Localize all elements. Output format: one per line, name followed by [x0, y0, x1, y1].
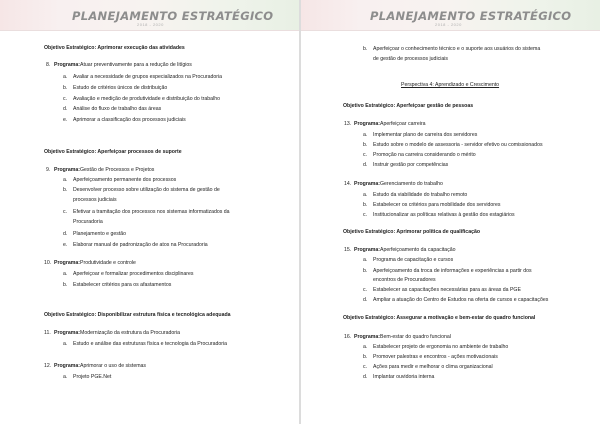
- objective-heading: Objetivo Estratégico: Aprimorar execução das atividades: [44, 45, 185, 51]
- item-letter: c.: [63, 96, 68, 102]
- page-content: [301, 0, 600, 424]
- item-letter: b.: [363, 268, 368, 274]
- list-item: Promoção na carreira considerando o mérito: [373, 152, 476, 158]
- header-title: PLANEJAMENTO ESTRATÉGICO: [370, 9, 572, 23]
- program-number: 15.: [344, 247, 352, 253]
- item-letter: c.: [63, 209, 68, 215]
- list-item: Institucionalizar as políticas relativas à gestão dos estagiários: [373, 212, 515, 218]
- item-letter: e.: [63, 117, 68, 123]
- program-title: Gerenciamento do trabalho: [380, 181, 443, 187]
- program-number: 11.: [44, 330, 51, 336]
- program-number: 9.: [46, 167, 51, 173]
- list-item: Ações para medir e melhorar o clima organizacional: [373, 364, 493, 370]
- list-item: Avaliar a necessidade de grupos especializados na Procuradoria: [73, 74, 222, 80]
- list-item: Elaborar manual de padronização de atos na Procuradoria: [73, 242, 208, 248]
- item-letter: a.: [63, 271, 68, 277]
- right-page: [301, 0, 600, 424]
- item-letter: c.: [363, 212, 368, 218]
- item-letter: a.: [63, 341, 68, 347]
- list-item: Promover palestras e encontros - ações motivacionais: [373, 354, 498, 360]
- program-label: Programa:: [354, 121, 380, 127]
- list-item: Efetivar a tramitação dos processos nos sistemas informatizados da: [73, 209, 230, 215]
- item-letter: c.: [363, 364, 368, 370]
- item-letter: c.: [363, 287, 368, 293]
- list-item-continued: Procuradoria: [73, 219, 103, 225]
- program-number: 12.: [44, 363, 52, 369]
- item-letter: b.: [363, 202, 368, 208]
- list-item: Aperfeiçoar e formalizar procedimentos disciplinares: [73, 271, 194, 277]
- item-letter: a.: [363, 132, 368, 138]
- program-number: 13.: [344, 121, 352, 127]
- list-item: Estabelecer as capacitações necessárias para as áreas da PGE: [373, 287, 521, 293]
- program-label: Programa:: [54, 330, 80, 336]
- list-item: Implantar ouvidoria interna: [373, 374, 435, 380]
- header-years: 2018 - 2020: [435, 22, 462, 27]
- program-title: Atuar preventivamente para a redução de litígios: [80, 62, 192, 68]
- item-letter: d.: [363, 162, 368, 168]
- left-page: [0, 0, 299, 424]
- list-item: Desenvolver processo sobre utilização do sistema de gestão de: [73, 187, 220, 193]
- program-title: Produtividade e controle: [80, 260, 136, 266]
- item-letter: b.: [63, 282, 68, 288]
- program-label: Programa:: [54, 363, 80, 369]
- program-title: Aprimorar o uso de sistemas: [80, 363, 147, 369]
- list-item: Ampliar a atuação do Centro de Estudos na oferta de cursos e capacitações: [373, 297, 549, 303]
- list-item: Estabelecer os critérios para mobilidade dos servidores: [373, 202, 501, 208]
- objective-heading: Objetivo Estratégico: Assegurar a motivação e bem-estar do quadro funcional: [343, 315, 536, 321]
- perspective-heading: Perspectiva 4: Aprendizado e Crescimento: [401, 82, 500, 88]
- list-item: Estudo de critérios únicos de distribuição: [73, 85, 168, 91]
- program-number: 14.: [344, 181, 352, 187]
- program-number: 8.: [46, 62, 51, 68]
- list-item: Estudo e análise das estruturas física e tecnologia da Procuradoria: [73, 341, 227, 347]
- list-item: Estabelecer critérios para os afastamentos: [73, 282, 172, 288]
- list-item: Aperfeiçoar o conhecimento técnico e o suporte aos usuários do sistema: [373, 46, 541, 52]
- item-letter: a.: [363, 257, 368, 263]
- program-title: Gestão de Processos e Projetos: [80, 167, 155, 173]
- item-letter: a.: [363, 344, 368, 350]
- objective-heading: Objetivo Estratégico: Disponibilizar estrutura física e tecnológica adequada: [44, 312, 231, 318]
- program-title: Bem-estar do quadro funcional: [380, 334, 451, 340]
- list-item: Planejamento e gestão: [73, 231, 127, 237]
- item-letter: a.: [63, 177, 68, 183]
- item-letter: a.: [363, 192, 368, 198]
- item-letter: b.: [63, 85, 68, 91]
- list-item: Aperfeiçoamento permanente dos processos: [73, 177, 177, 183]
- list-item: Estabelecer projeto de ergonomia no ambiente de trabalho: [373, 344, 509, 350]
- list-item: Aprimorar a classificação dos processos judiciais: [73, 117, 186, 123]
- list-item: Estudo sobre o modelo de assessoria - servidor efetivo ou comissionados: [373, 142, 543, 148]
- list-item-continued: encontros de Procuradores: [373, 277, 436, 283]
- list-item: Análise do fluxo de trabalho das áreas: [73, 106, 162, 112]
- objective-heading: Objetivo Estratégico: Aprimorar política de qualificação: [343, 229, 481, 235]
- item-letter: c.: [363, 152, 368, 158]
- item-letter: d.: [363, 297, 368, 303]
- list-item-continued: de gestão de processos judiciais: [373, 56, 448, 62]
- list-item: Implementar plano de carreira dos servidores: [373, 132, 478, 138]
- list-item-continued: processos judiciais: [73, 197, 117, 203]
- item-letter: a.: [63, 74, 68, 80]
- list-item: Programa de capacitação e cursos: [373, 257, 454, 263]
- item-letter: a.: [63, 374, 68, 380]
- item-letter: e.: [63, 242, 68, 248]
- page-content: [0, 0, 299, 424]
- objective-heading: Objetivo Estratégico: Aperfeiçoar processos de suporte: [44, 149, 182, 155]
- program-label: Programa:: [354, 181, 380, 187]
- program-label: Programa:: [54, 260, 80, 266]
- item-letter: b.: [363, 46, 368, 52]
- program-title: Aperfeiçoar carreira: [380, 121, 426, 127]
- program-title: Modernização da estrutura da Procuradoria: [80, 330, 181, 336]
- item-letter: d.: [363, 374, 368, 380]
- list-item: Avaliação e medição de produtividade e distribuição do trabalho: [73, 96, 220, 102]
- item-letter: d.: [63, 106, 68, 112]
- objective-heading: Objetivo Estratégico: Aperfeiçoar gestão de pessoas: [343, 103, 474, 109]
- program-title: Aperfeiçoamento da capacitação: [380, 247, 456, 253]
- program-label: Programa:: [354, 247, 380, 253]
- program-number: 16.: [344, 334, 352, 340]
- list-item: Instruir gestão por competências: [373, 162, 449, 168]
- program-label: Programa:: [354, 334, 380, 340]
- item-letter: d.: [63, 231, 68, 237]
- header-years: 2018 - 2020: [137, 22, 164, 27]
- item-letter: b.: [363, 354, 368, 360]
- list-item: Estudo da viabilidade do trabalho remoto: [373, 192, 468, 198]
- item-letter: b.: [63, 187, 68, 193]
- header-title: PLANEJAMENTO ESTRATÉGICO: [72, 9, 274, 23]
- program-label: Programa:: [54, 167, 80, 173]
- list-item: Projeto PGE.Net: [73, 374, 112, 380]
- program-number: 10.: [44, 260, 52, 266]
- list-item: Aperfeiçoamento da troca de informações e experiências a partir dos: [373, 268, 532, 274]
- program-label: Programa:: [54, 62, 80, 68]
- item-letter: b.: [363, 142, 368, 148]
